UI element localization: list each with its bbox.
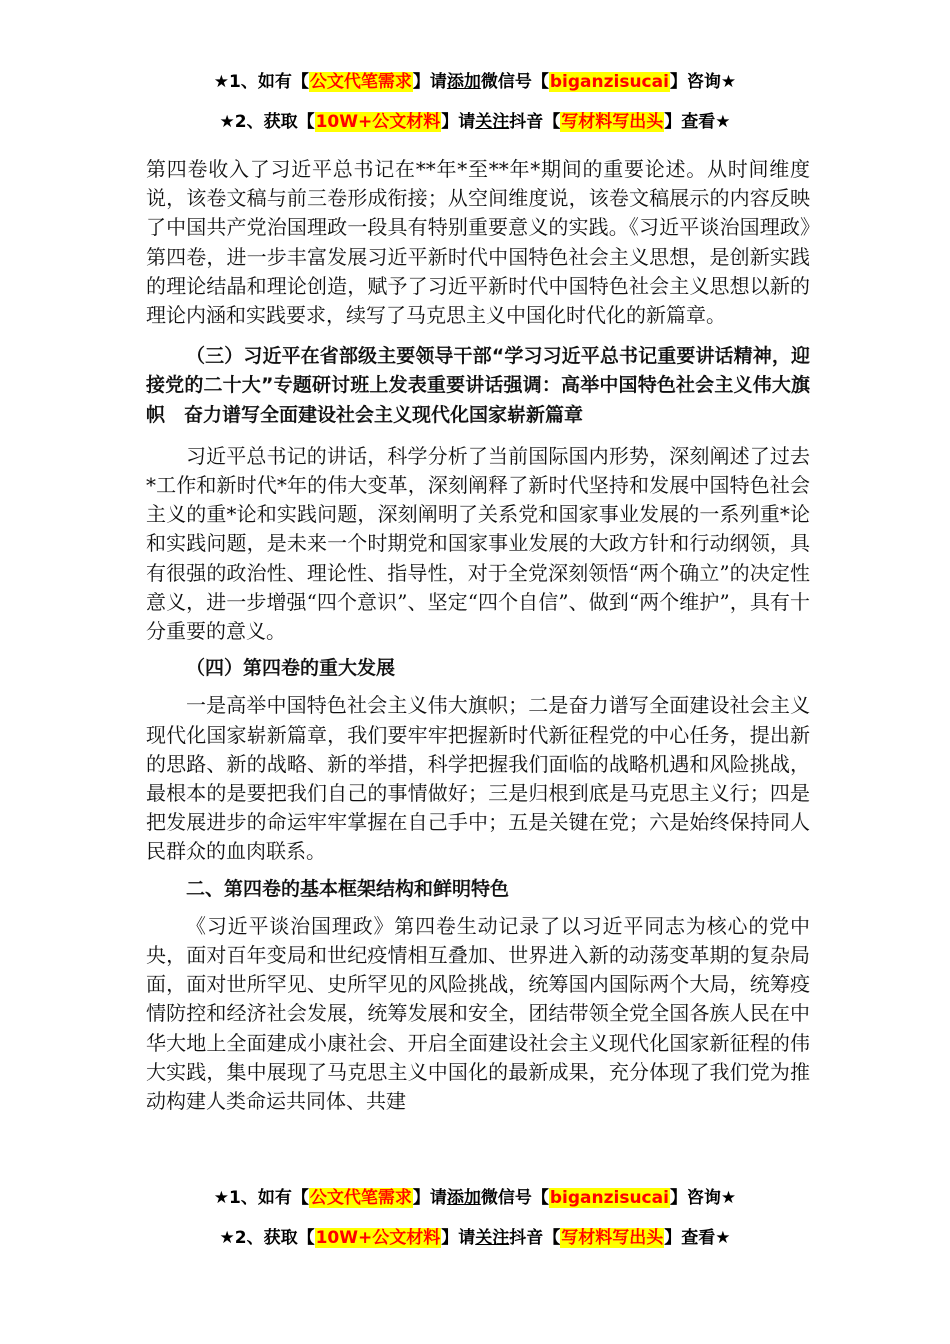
paragraph-major-developments: 一是高举中国特色社会主义伟大旗帜；二是奋力谱写全面建设社会主义现代化国家崭新篇章，我们要牢牢把握新时代新征程党的中心任务，提出新的思路、新的战略、新的举措，科学把握我们面临的战略机遇和风险挑战，最根本的是要把我们自己的事情做好；三是归根到底是马克思主义行；四是把发展进步的命运牢牢掌握在自己手中；五是关键在党；六是始终保持同人民群众的血肉联系。	[146, 693, 810, 864]
bottom-banner-line-2	[0, 1226, 950, 1250]
banner-text: 】请	[412, 72, 447, 92]
banner-highlight-wechat-id: biganzisucai	[549, 72, 669, 92]
heading-section-four: （四）第四卷的重大发展	[186, 657, 396, 680]
banner-highlight-materials: 10W+公文材料	[315, 1228, 441, 1248]
banner-highlight-service: 公文代笔需求	[309, 1188, 412, 1208]
banner-text: 】请	[412, 1188, 447, 1208]
banner-prefix: ★2、获取【	[219, 112, 315, 132]
banner-highlight-materials: 10W+公文材料	[315, 112, 441, 132]
banner-text: 微信号【	[480, 72, 549, 92]
banner-text: 】请	[441, 112, 476, 132]
banner-prefix: ★1、如有【	[213, 72, 309, 92]
banner-underlined-text: 添加	[446, 72, 481, 92]
banner-text: 微信号【	[480, 1188, 549, 1208]
heading-part-two: 二、第四卷的基本框架结构和鲜明特色	[186, 877, 510, 900]
banner-suffix: 】咨询★	[669, 72, 737, 92]
banner-suffix: 】咨询★	[669, 1188, 737, 1208]
banner-text: 抖音【	[509, 1228, 561, 1248]
banner-underlined-text: 添加	[446, 1188, 481, 1208]
banner-prefix: ★1、如有【	[213, 1188, 309, 1208]
banner-highlight-douyin-account: 写材料写出头	[561, 112, 664, 132]
paragraph-framework: 《习近平谈治国理政》第四卷生动记录了以习近平同志为核心的党中央，面对百年变局和世纪疫情相互叠加、世界进入新的动荡变革期的复杂局面，面对世所罕见、史所罕见的风险挑战，统筹国内国际两个大局，统筹疫情防控和经济社会发展，统筹发展和安全，团结带领全党全国各族人民在中华大地上全面建成小康社会、开启全面建设社会主义现代化国家新征程的伟大实践，集中展现了马克思主义中国化的最新成果，充分体现了我们党为推动构建人类命运共同体、共建	[146, 913, 810, 1114]
paragraph-volume-four-overview: 第四卷收入了习近平总书记在**年*至**年*期间的重要论述。从时间维度说，该卷文稿与前三卷形成衔接；从空间维度说，该卷文稿展示的内容反映了中国共产党治国理政一段具有特别重要意义的实践。《习近平谈治国理政》第四卷，进一步丰富发展习近平新时代中国特色社会主义思想，是创新实践的理论结晶和理论创造，赋予了习近平新时代中国特色社会主义思想以新的理论内涵和实践要求，续写了马克思主义中国化时代化的新篇章。	[146, 157, 810, 328]
banner-text: 抖音【	[509, 112, 561, 132]
banner-highlight-wechat-id: biganzisucai	[549, 1188, 669, 1208]
paragraph-speech-analysis: 习近平总书记的讲话，科学分析了当前国际国内形势，深刻阐述了过去*工作和新时代*年的伟大变革，深刻阐释了新时代坚持和发展中国特色社会主义的重*论和实践问题，深刻阐明了关系党和国家事业发展的一系列重*论和实践问题，是未来一个时期党和国家事业发展的大政方针和行动纲领，具有很强的政治性、理论性、指导性，对于全党深刻领悟“两个确立”的决定性意义，进一步增强“四个意识”、坚定“四个自信”、做到“两个维护”，具有十分重要的意义。	[146, 443, 810, 644]
heading-section-three: （三）习近平在省部级主要领导干部“学习习近平总书记重要讲话精神，迎接党的二十大”专题研讨班上发表重要讲话强调：高举中国特色社会主义伟大旗帜 奋力谱写全面建设社会主义现代化国家崭新篇章	[146, 345, 810, 426]
banner-highlight-douyin-account: 写材料写出头	[561, 1228, 664, 1248]
banner-prefix: ★2、获取【	[219, 1228, 315, 1248]
banner-underlined-text: 关注	[475, 112, 510, 132]
banner-suffix: 】查看★	[664, 1228, 731, 1248]
banner-underlined-text: 关注	[475, 1228, 510, 1248]
bottom-banner-line-1	[0, 1186, 950, 1210]
banner-text: 】请	[441, 1228, 476, 1248]
banner-suffix: 】查看★	[664, 112, 731, 132]
body-text	[146, 155, 810, 1116]
banner-highlight-service: 公文代笔需求	[309, 72, 412, 92]
top-banner-line-2	[0, 110, 950, 134]
top-banner-line-1	[0, 70, 950, 94]
